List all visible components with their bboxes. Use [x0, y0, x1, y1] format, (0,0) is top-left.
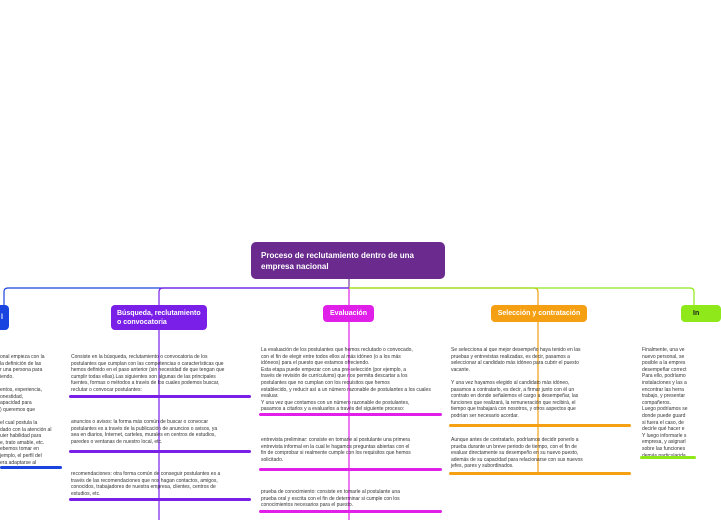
divider-b1-2 [69, 498, 251, 501]
branch-label-b0: l [1, 314, 3, 321]
divider-b2-2 [259, 510, 442, 513]
branch-text-b1-2: recomendaciones: otra forma común de conseguir postulantes es a través de las recomendaciones que nos hagan contactos, amigos, conocidos, trabajadores de nuestra empresa, clientes, centros de estudios, etc. [71, 471, 221, 497]
divider-b1-1 [69, 450, 251, 453]
branch-node-b4[interactable] [681, 305, 721, 322]
connector-to-b1 [159, 288, 349, 305]
branch-text-b1-0: Consiste en la búsqueda, reclutamiento o convocatoria de los postulantes que cumplan con las competencias o características que hemos definido en el paso anterior (sin necesidad de que tengan que cumplir todas ellas).Las siguientes son algunas de las principales fuentes, formas o métodos a través de los cuales podemos buscar, reclutar o convocar postulantes: [71, 354, 225, 393]
branch-text-b3-1: Aunque antes de contratarlo, podríamos decidir ponerlo a prueba durante un breve periodo de tiempo, con el fin de evaluar directamente su desempeño en su nuevo puesto, además de su capacidad para relacionarse con sus nuevos jefes, pares y subordinados. [451, 437, 583, 470]
branch-label-b2: Evaluación [330, 310, 367, 317]
branch-text-b0-0: onal empieza con la la definición de las r una persona para iendo. entos, experiencia, onestidad, apacidad para ) queremos que el cual postula la dado con la atención al uier habilidad para e, trato amable, etc. ebemos tomar en jemplo, el perfil del era adaptarse al [0, 354, 52, 466]
connector-to-b4 [349, 288, 694, 305]
connector-to-b3 [349, 288, 538, 305]
branch-node-b0[interactable] [0, 305, 9, 330]
connector-to-b0 [4, 288, 349, 305]
branch-label-b4: In [693, 310, 700, 317]
branch-node-b3[interactable] [491, 305, 587, 322]
divider-b1-0 [69, 395, 251, 398]
branch-text-b2-0: La evaluación de los postulantes que hemos reclutado o convocado, con el fin de elegir entre todos ellos al más idóneo (o a los más idóneos) para el puesto que estamos ofreciendo. Esta etapa puede empezar con una pre-selección (por ejemplo, a través de revisión de currículums) que nos permita descartar a los postulantes que no cumplan con los requisitos que hemos establecido, y reducir así a un número razonable de postulantes a los cuales evaluar. Y una vez que contamos con un número razonable de postulantes, pasamos a citarlos y a evaluarlos a través del siguiente proceso: [261, 347, 431, 413]
branch-node-b1[interactable] [111, 305, 207, 330]
branch-node-b2[interactable] [323, 305, 374, 322]
root-label: Proceso de reclutamiento dentro de una empresa nacional [261, 250, 414, 271]
branch-label-b1: Búsqueda, reclutamiento o convocatoria [117, 309, 201, 326]
divider-b4 [640, 456, 696, 459]
branch-text-b2-1: entrevista preliminar: consiste en tomarle al postulante una primera entrevista informal en la cual le hagamos preguntas abiertas con el fin de comprobar si realmente cumple con los requisitos que hemos solicitado. [261, 437, 411, 463]
branch-text-b4-0: Finalmente, una ve nuevo personal, se posible a la empres desempeñar correct Para ello, podríamo instalaciones y las a encontrar las herra trabajo, y presentar compañeros. Luego podríamos se donde puede guard si fuera el caso, de decirle qué hacer e Y luego informarle s empresa, y asignarl sobre las funciones [642, 347, 688, 452]
divider-b0 [0, 466, 62, 469]
divider-b3-0 [449, 424, 631, 427]
branch-text-b1-1: anuncios o avisos: la forma más común de buscar o convocar postulantes es a través de la publicación de anuncios o avisos, ya sea en diarios, Internet, carteles, murales en centros de estudios, paredes o ventanas de nuestro local, etc. [71, 419, 218, 445]
root-node[interactable] [251, 242, 445, 279]
branch-label-b3: Selección y contratación [497, 310, 581, 317]
divider-b2-1 [259, 468, 442, 471]
branch-text-b3-0: Se selecciona al que mejor desempeño haya tenido en las pruebas y entrevistas realizadas, es decir, pasamos a seleccionar al candidato más idóneo para cubrir el puesto vacante. Y una vez hayamos elegido al candidato más idóneo, pasamos a contratarlo, es decir, a firmar junto con él un contrato en donde señalemos el cargo a desempeñar, las funciones que realizará, la remuneración que recibirá, el tiempo que trabajará con nosotros, y otros aspectos que podrían ser necesario acordar. [451, 347, 581, 419]
divider-b2-0 [259, 413, 442, 416]
divider-b3-1 [449, 472, 631, 475]
branch-text-b2-2: prueba de conocimiento: consiste en tomarle al postulante una prueba oral y escrita con el fin de determinar si cumple con los conocimientos necesarios para el puesto. [261, 489, 400, 509]
